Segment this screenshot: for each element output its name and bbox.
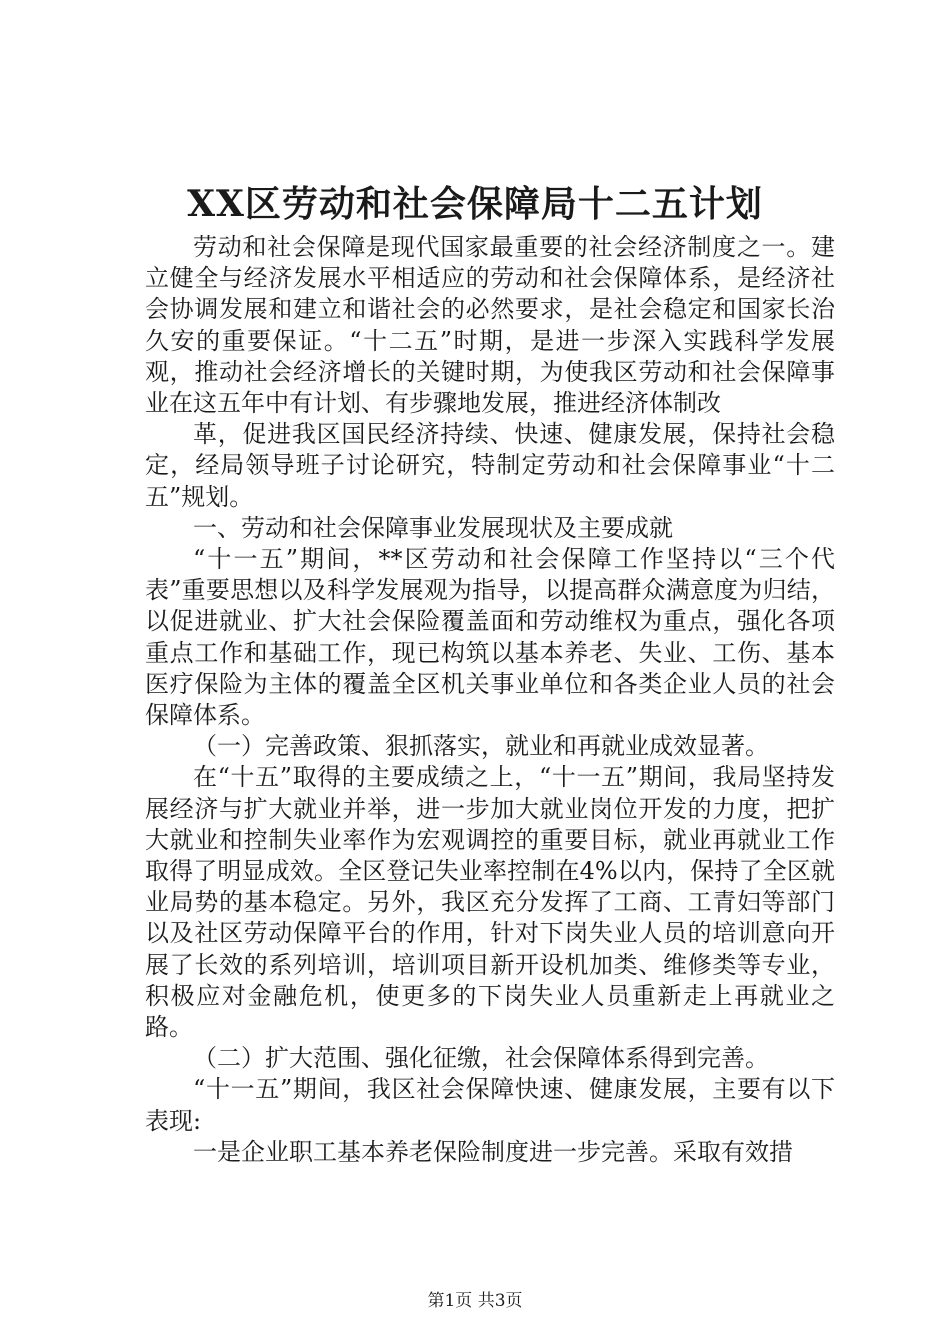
paragraph-eleventh-five-year: “十一五”期间，**区劳动和社会保障工作坚持以“三个代表”重要思想以及科学发展观为指导，以提高群众满意度为归结，以促进就业、扩大社会保险覆盖面和劳动维权为重点，强化各项重点工作和基础工作，现已构筑以基本养老、失业、工伤、基本医疗保险为主体的覆盖全区机关事业单位和各类企业人员的社会保障体系。 [145, 545, 835, 730]
paragraph-intro-continued: 革，促进我区国民经济持续、快速、健康发展，保持社会稳定，经局领导班子讨论研究，特制定劳动和社会保障事业“十二五”规划。 [145, 420, 835, 511]
paragraph-intro: 劳动和社会保障是现代国家最重要的社会经济制度之一。建立健全与经济发展水平相适应的劳动和社会保障体系，是经济社会协调发展和建立和谐社会的必然要求，是社会稳定和国家长治久安的重要保证。“十二五”时期，是进一步深入实践科学发展观，推动社会经济增长的关键时期，为使我区劳动和社会保障事业在这五年中有计划、有步骤地发展，推进经济体制改 [145, 233, 835, 418]
paragraph-pension: 一是企业职工基本养老保险制度进一步完善。采取有效措 [193, 1137, 793, 1166]
subsection-heading-1: （一）完善政策、狠抓落实，就业和再就业成效显著。 [193, 732, 769, 761]
document-body [145, 232, 835, 1168]
section-heading-1: 一、劳动和社会保障事业发展现状及主要成就 [193, 513, 673, 542]
page-footer: 第1页 共3页 [427, 1291, 523, 1311]
page-title: XX区劳动和社会保障局十二五计划 [187, 183, 763, 225]
paragraph-social-security: “十一五”期间，我区社会保障快速、健康发展，主要有以下表现: [145, 1075, 835, 1135]
subsection-heading-2: （二）扩大范围、强化征缴，社会保障体系得到完善。 [193, 1044, 769, 1073]
paragraph-employment: 在“十五”取得的主要成绩之上，“十一五”期间，我局坚持发展经济与扩大就业并举，进一步加大就业岗位开发的力度，把扩大就业和控制失业率作为宏观调控的重要目标，就业再就业工作取得了明显成效。全区登记失业率控制在4%以内，保持了全区就业局势的基本稳定。另外，我区充分发挥了工商、工青妇等部门以及社区劳动保障平台的作用，针对下岗失业人员的培训意向开展了长效的系列培训，培训项目新开设机加类、维修类等专业，积极应对金融危机，使更多的下岗失业人员重新走上再就业之路。 [145, 763, 835, 1042]
